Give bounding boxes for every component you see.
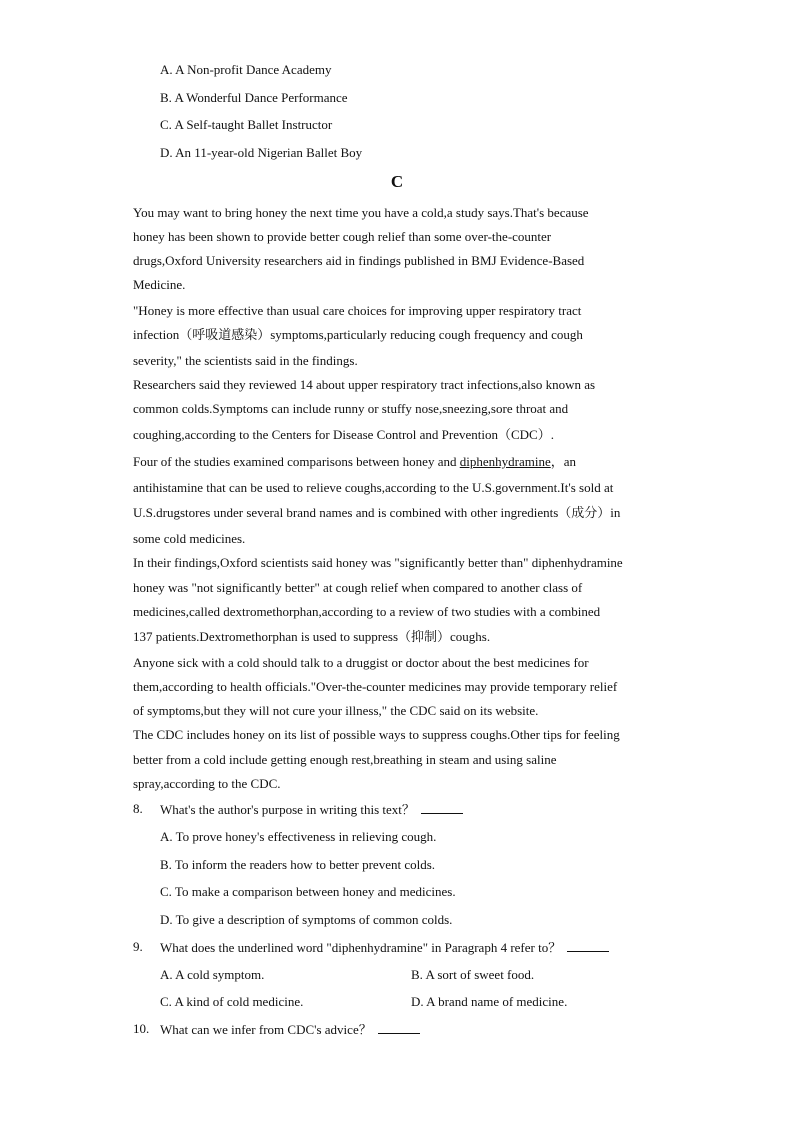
passage-line: infection（呼吸道感染）symptoms,particularly reducing cough frequency and cough	[133, 327, 583, 342]
passage-line: honey was "not significantly better" at cough relief when compared to another class of	[133, 580, 583, 595]
q9-option-b: B. A sort of sweet food.	[411, 967, 535, 982]
q9-option-c: C. A kind of cold medicine.	[160, 994, 304, 1009]
passage-line: The CDC includes honey on its list of possible ways to suppress coughs.Other tips for feeling	[133, 727, 620, 742]
passage-line: You may want to bring honey the next time you have a cold,a study says.That's because	[133, 205, 589, 220]
passage-line: antihistamine that can be used to relieve coughs,according to the U.S.government.It's sold at	[133, 480, 614, 495]
prev-option-c: C. A Self-taught Ballet Instructor	[160, 117, 333, 132]
passage-line: coughing,according to the Centers for Disease Control and Prevention（CDC）.	[133, 427, 554, 442]
passage-line	[133, 454, 576, 470]
passage-line: common colds.Symptoms can include runny or stuffy nose,sneezing,sore throat and	[133, 401, 569, 416]
passage-line: Researchers said they reviewed 14 about upper respiratory tract infections,also known as	[133, 377, 596, 392]
question-number: 9.	[133, 939, 143, 954]
prev-option-d: D. An 11-year-old Nigerian Ballet Boy	[160, 145, 363, 160]
answer-blank[interactable]	[421, 801, 463, 814]
question-text: What does the underlined word "diphenhydramine" in Paragraph 4 refer to？	[160, 940, 562, 955]
section-heading: C	[390, 172, 404, 191]
underlined-word: diphenhydramine	[459, 454, 551, 469]
passage-line: drugs,Oxford University researchers aid in findings published in BMJ Evidence-Based	[133, 253, 585, 268]
passage-line: them,according to health officials."Over-the-counter medicines may provide temporary relief	[133, 679, 618, 694]
question-10-prompt	[160, 1021, 420, 1038]
passage-line: In their findings,Oxford scientists said honey was "significantly better than" diphenhydramine	[133, 555, 623, 570]
passage-line: Anyone sick with a cold should talk to a druggist or doctor about the best medicines for	[133, 655, 589, 670]
passage-line: "Honey is more effective than usual care choices for improving upper respiratory tract	[133, 303, 582, 318]
q8-option-a: A. To prove honey's effectiveness in relieving cough.	[160, 829, 437, 844]
passage-line: Medicine.	[133, 277, 186, 292]
passage-line: 137 patients.Dextromethorphan is used to suppress（抑制）coughs.	[133, 629, 491, 644]
question-8-prompt	[160, 801, 463, 818]
passage-line: severity," the scientists said in the findings.	[133, 353, 358, 368]
passage-line: U.S.drugstores under several brand names and is combined with other ingredients（成分）in	[133, 505, 621, 520]
q9-option-d: D. A brand name of medicine.	[411, 994, 568, 1009]
passage-text: ，an	[550, 454, 576, 469]
question-text: What can we infer from CDC's advice？	[160, 1022, 372, 1037]
answer-blank[interactable]	[378, 1021, 420, 1034]
prev-option-b: B. A Wonderful Dance Performance	[160, 90, 348, 105]
q9-option-a: A. A cold symptom.	[160, 967, 265, 982]
q8-option-d: D. To give a description of symptoms of common colds.	[160, 912, 453, 927]
passage-line: honey has been shown to provide better cough relief than some over-the-counter	[133, 229, 552, 244]
passage-line: some cold medicines.	[133, 531, 246, 546]
question-text: What's the author's purpose in writing this text？	[160, 802, 415, 817]
question-number: 10.	[133, 1021, 150, 1036]
q8-option-c: C. To make a comparison between honey and medicines.	[160, 884, 456, 899]
prev-option-a: A. A Non-profit Dance Academy	[160, 62, 332, 77]
passage-line: medicines,called dextromethorphan,according to a review of two studies with a combined	[133, 604, 601, 619]
passage-line: better from a cold include getting enough rest,breathing in steam and using saline	[133, 752, 557, 767]
question-number: 8.	[133, 801, 143, 816]
passage-line: spray,according to the CDC.	[133, 776, 281, 791]
question-9-prompt	[160, 939, 609, 956]
answer-blank[interactable]	[567, 939, 609, 952]
q8-option-b: B. To inform the readers how to better prevent colds.	[160, 857, 436, 872]
passage-line: of symptoms,but they will not cure your illness," the CDC said on its website.	[133, 703, 539, 718]
passage-text: Four of the studies examined comparisons between honey and	[133, 454, 460, 469]
